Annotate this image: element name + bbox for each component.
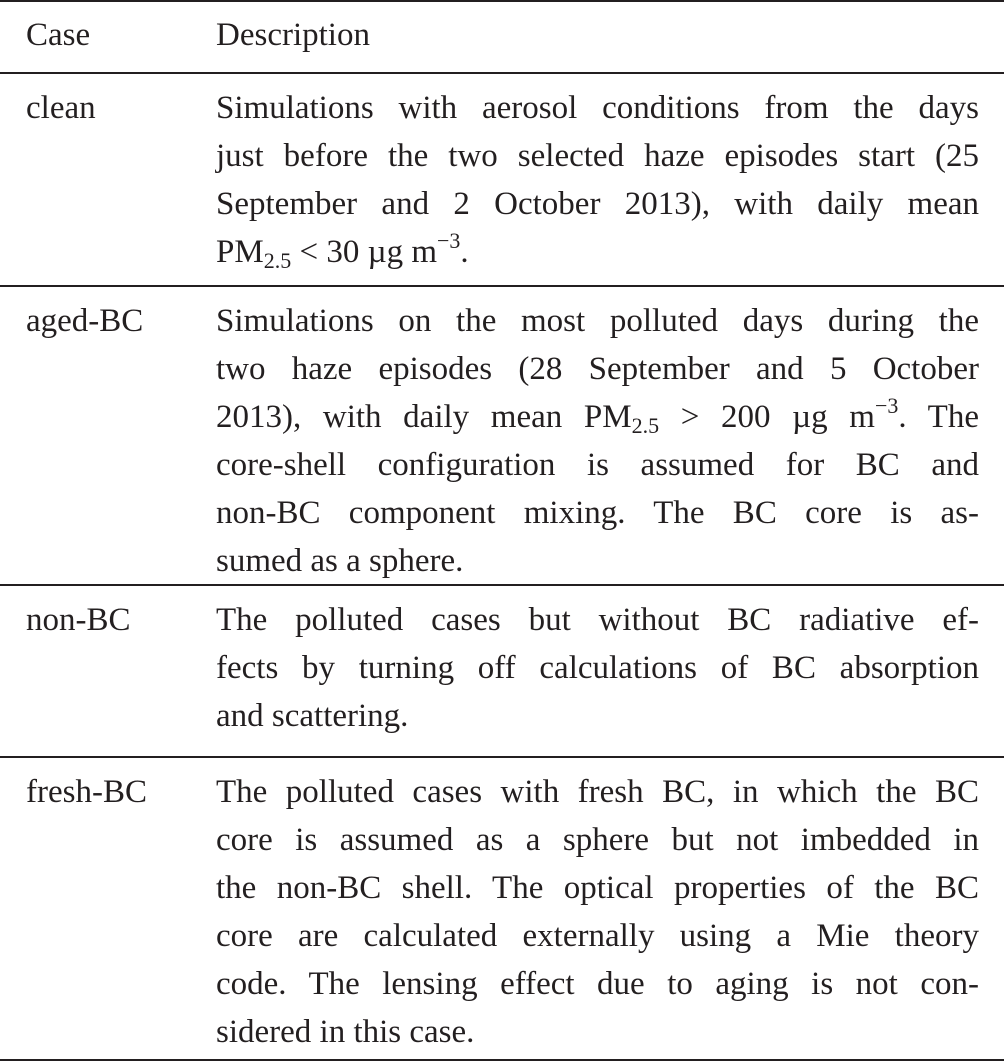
- description-line: fects by turning off calculations of BC absorption: [216, 650, 979, 686]
- description-line: two haze episodes (28 September and 5 October: [216, 351, 979, 387]
- description-line: the non-BC shell. The optical properties of the BC: [216, 870, 979, 906]
- description-line: core-shell configuration is assumed for BC and: [216, 447, 979, 483]
- formula-pre: 2013), with daily mean PM: [216, 399, 632, 435]
- formula-tail: .: [460, 234, 469, 270]
- description-line: September and 2 October 2013), with daily mean: [216, 186, 979, 222]
- case-description: [216, 297, 979, 585]
- description-line: code. The lensing effect due to aging is not con-: [216, 966, 979, 1002]
- description-line: just before the two selected haze episodes start (25: [216, 138, 979, 174]
- header-case: Case: [26, 17, 91, 53]
- table-top-rule: [0, 0, 1004, 2]
- description-line: The polluted cases but without BC radiative ef-: [216, 602, 979, 638]
- case-name: clean: [26, 90, 96, 126]
- description-line-formula: [216, 393, 979, 441]
- header-rule: [0, 72, 1004, 74]
- case-description: [216, 596, 979, 740]
- description-line: sumed as a sphere.: [216, 543, 464, 579]
- description-line: core are calculated externally using a Mie theory: [216, 918, 979, 954]
- case-name: fresh-BC: [26, 774, 147, 810]
- case-description: [216, 84, 979, 276]
- formula-subscript: 2.5: [631, 413, 660, 438]
- table-bottom-rule: [0, 1059, 1004, 1061]
- case-name: non-BC: [26, 602, 131, 638]
- formula-relation: > 200 µg m: [659, 399, 875, 435]
- description-line: Simulations with aerosol conditions from the days: [216, 90, 979, 126]
- description-line: non-BC component mixing. The BC core is as-: [216, 495, 979, 531]
- row-divider: [0, 756, 1004, 758]
- description-line: The polluted cases with fresh BC, in which the BC: [216, 774, 979, 810]
- case-name: aged-BC: [26, 303, 144, 339]
- formula-post: . The: [898, 399, 979, 435]
- description-line: and scattering.: [216, 698, 409, 734]
- case-description: [216, 768, 979, 1056]
- row-divider: [0, 285, 1004, 287]
- description-line-formula: [216, 228, 979, 276]
- formula-superscript: −3: [437, 228, 461, 253]
- description-line: core is assumed as a sphere but not imbedded in: [216, 822, 979, 858]
- formula-subscript: 2.5: [263, 248, 292, 273]
- formula-superscript: −3: [874, 393, 899, 418]
- formula-pm: PM: [216, 234, 264, 270]
- description-line: sidered in this case.: [216, 1014, 475, 1050]
- formula-relation: < 30 µg m: [291, 234, 437, 270]
- header-description: Description: [216, 17, 370, 53]
- description-line: Simulations on the most polluted days during the: [216, 303, 979, 339]
